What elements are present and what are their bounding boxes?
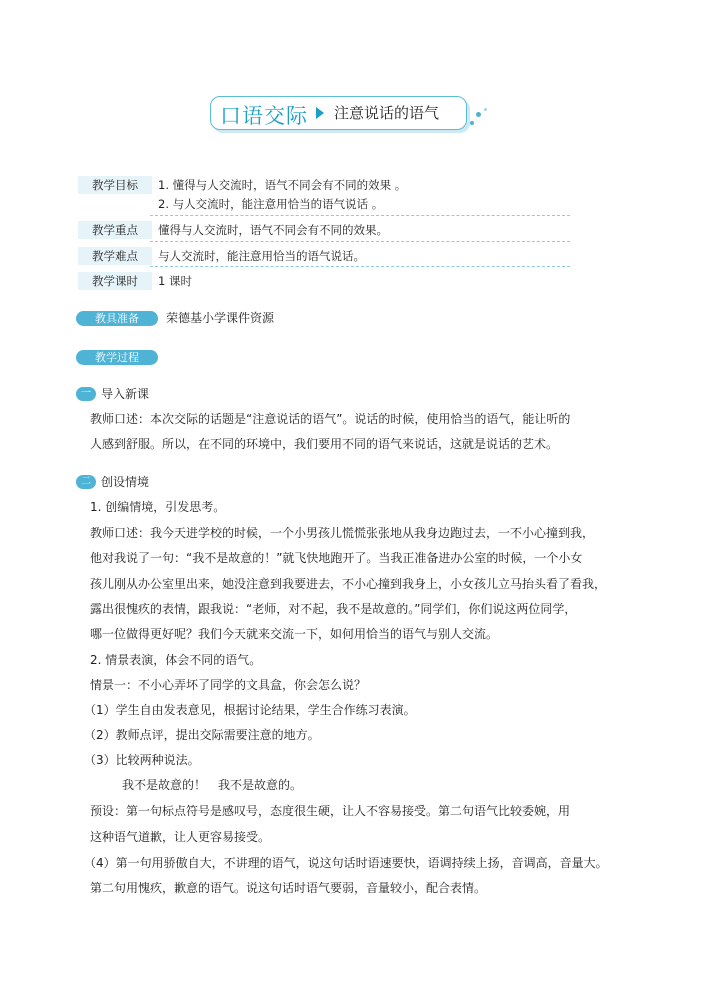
- dot-icon: [476, 112, 481, 117]
- prep-pill: 教具准备: [76, 311, 158, 326]
- triangle-arrow-icon: [316, 107, 324, 119]
- paragraph-line: 露出很愧疚的表情，跟我说：“老师，对不起，我不是故意的。”同学们，你们说这两位同学，: [90, 602, 577, 616]
- difficulty-text: 与人交流时，能注意用恰当的语气说话。: [158, 249, 365, 263]
- paragraph-line: （2）教师点评，提出交际需要注意的地方。: [84, 728, 320, 742]
- paragraph-line: 哪一位做得更好呢？我们今天就来交流一下，如何用恰当的语气与别人交流。: [90, 627, 499, 641]
- goal-line-1: 1. 懂得与人交流时，语气不同会有不同的效果 。: [158, 178, 407, 192]
- difficulty-label: 教学难点: [78, 247, 152, 265]
- paragraph-line: 1. 创编情境，引发思考。: [90, 500, 226, 514]
- dot-icon: [484, 108, 487, 111]
- paragraph-line: 孩儿刚从办公室里出来，她没注意到我要进去，不小心撞到我身上，小女孩儿立马抬头看了看我，: [90, 577, 607, 591]
- paragraph-line: 教师口述：我今天进学校的时候，一个小男孩儿慌慌张张地从我身边跑过去，一不小心撞到我，: [90, 526, 595, 540]
- section-number-badge: 二: [76, 475, 96, 489]
- paragraph-line: （1）学生自由发表意见，根据讨论结果，学生合作练习表演。: [84, 703, 416, 717]
- paragraph-line: （4）第一句用骄傲自大，不讲理的语气，说这句话时语速要快，语调持续上扬，音调高，音量大。: [84, 856, 608, 870]
- prep-text: 荣德基小学课件资源: [166, 311, 275, 325]
- key-label: 教学重点: [78, 221, 152, 239]
- class-hours-label: 教学课时: [78, 272, 152, 290]
- paragraph-line: 预设：第一句标点符号是感叹号，态度很生硬，让人不容易接受。第二句语气比较委婉，用: [90, 804, 571, 818]
- process-pill: 教学过程: [76, 350, 158, 365]
- goal-line-2: 2. 与人交流时，能注意用恰当的语气说话 。: [158, 197, 384, 211]
- section-title: 导入新课: [101, 387, 150, 401]
- lesson-banner: [210, 96, 480, 130]
- banner-subtitle: 注意说话的语气: [334, 104, 440, 122]
- paragraph-line: （3）比较两种说法。: [84, 753, 200, 767]
- goal-label: 教学目标: [78, 176, 152, 194]
- dot-icon: [470, 121, 474, 125]
- paragraph-line: 第二句用愧疚，歉意的语气。说这句话时语气要弱，音量较小，配合表情。: [90, 881, 487, 895]
- paragraph-line: 人感到舒服。所以，在不同的环境中，我们要用不同的语气来说话，这就是说话的艺术。: [90, 437, 559, 451]
- class-hours-text: 1 课时: [158, 274, 192, 288]
- key-text: 懂得与人交流时，语气不同会有不同的效果。: [158, 223, 388, 237]
- section-title: 创设情境: [101, 475, 150, 489]
- banner-main-title: 口语交际: [220, 104, 308, 128]
- paragraph-line: 这种语气道歉，让人更容易接受。: [90, 830, 271, 844]
- divider: [150, 215, 570, 216]
- paragraph-line: 2. 情景表演，体会不同的语气。: [90, 653, 262, 667]
- paragraph-line: 他对我说了一句：“我不是故意的！”就飞快地跑开了。当我正准备进办公室的时候，一个小女: [90, 551, 583, 565]
- paragraph-line: 我不是故意的！ 我不是故意的。: [122, 778, 303, 792]
- divider: [150, 241, 570, 242]
- paragraph-line: 情景一：不小心弄坏了同学的文具盒，你会怎么说？: [90, 678, 367, 692]
- section-number-badge: 一: [76, 387, 96, 401]
- divider: [150, 266, 570, 267]
- paragraph-line: 教师口述：本次交际的话题是“注意说话的语气”。说话的时候，使用恰当的语气，能让听的: [90, 412, 571, 426]
